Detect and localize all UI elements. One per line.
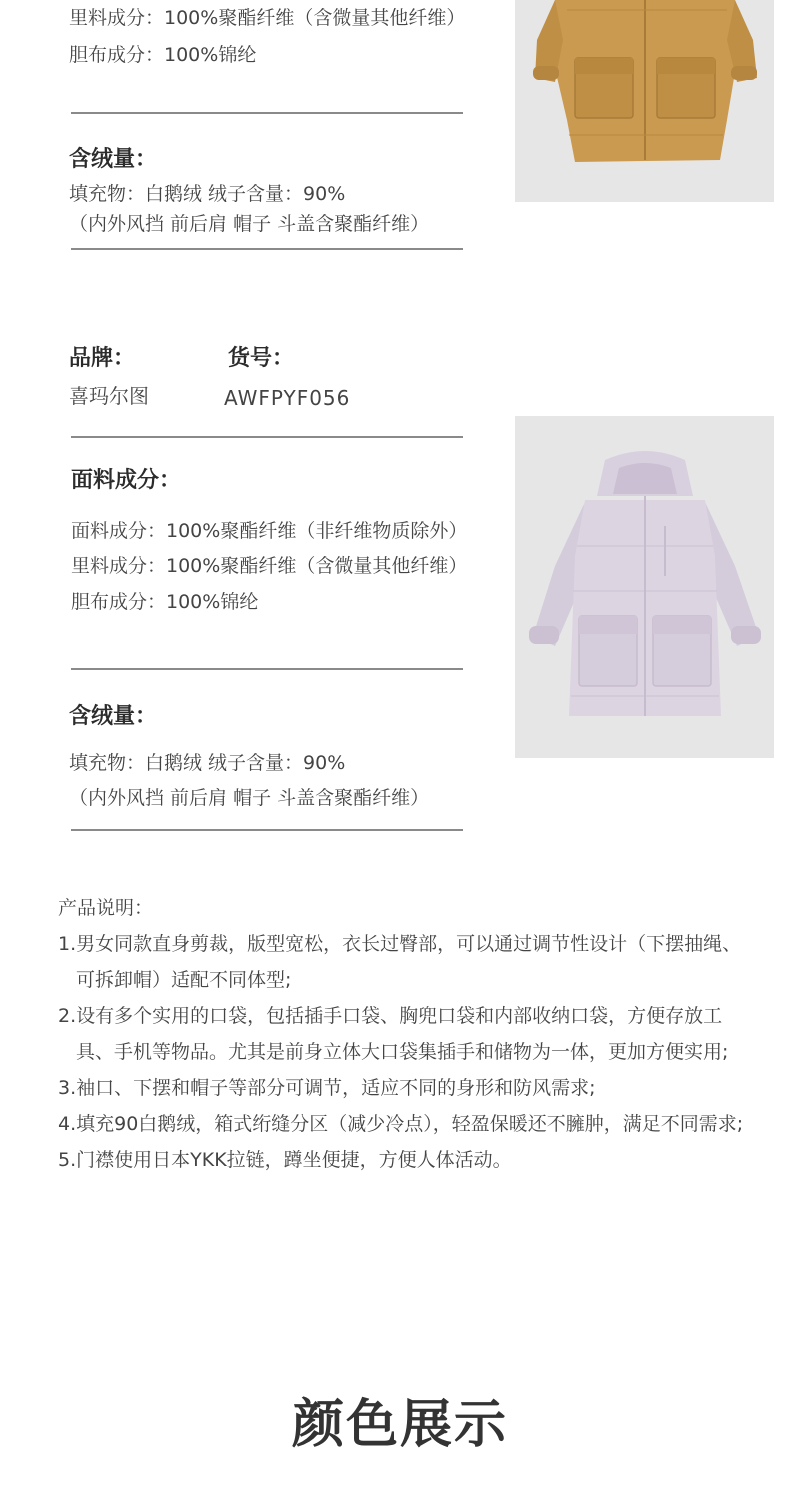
- khaki-jacket-image: [515, 0, 774, 202]
- description-heading: 产品说明：: [58, 897, 154, 919]
- sku-value: AWFPYF056: [224, 386, 351, 410]
- sku-heading: 货号：: [228, 346, 295, 371]
- fill-material: 填充物：白鹅绒 绒子含量：90%: [69, 752, 346, 774]
- divider: [71, 436, 463, 438]
- description-item: 4.填充90白鹅绒，箱式绗缝分区（减少冷点），轻盈保暖还不臃肿，满足不同需求;: [58, 1113, 744, 1135]
- color-showcase-title: 颜色展示: [291, 1394, 508, 1455]
- inner-fabric-composition: 胆布成分：100%锦纶: [71, 591, 259, 613]
- inner-fabric-composition: 胆布成分：100%锦纶: [69, 44, 257, 66]
- polyester-note: （内外风挡 前后肩 帽子 斗盖含聚酯纤维）: [69, 213, 430, 235]
- divider: [71, 112, 463, 114]
- lining-composition: 里料成分：100%聚酯纤维（含微量其他纤维）: [69, 7, 466, 29]
- down-content-heading: 含绒量：: [69, 147, 158, 172]
- divider: [71, 829, 463, 831]
- down-content-heading: 含绒量：: [69, 704, 158, 729]
- lavender-jacket-image: [515, 416, 774, 758]
- description-item: 3.袖口、下摆和帽子等部分可调节，适应不同的身形和防风需求;: [58, 1077, 596, 1099]
- description-item: 5.门襟使用日本YKK拉链，蹲坐便捷，方便人体活动。: [58, 1149, 512, 1171]
- polyester-note: （内外风挡 前后肩 帽子 斗盖含聚酯纤维）: [69, 787, 430, 809]
- description-item: 1.男女同款直身剪裁，版型宽松，衣长过臀部，可以通过调节性设计（下摆抽绳、可拆卸帽）适配不同体型;: [58, 933, 742, 991]
- product-photo-khaki: [515, 0, 774, 202]
- lining-composition: 里料成分：100%聚酯纤维（含微量其他纤维）: [71, 555, 468, 577]
- fabric-composition: 面料成分：100%聚酯纤维（非纤维物质除外）: [71, 520, 468, 542]
- divider: [71, 668, 463, 670]
- brand-value: 喜玛尔图: [69, 384, 149, 408]
- product-photo-lavender: [515, 416, 774, 758]
- divider: [71, 248, 463, 250]
- description-item: 2.设有多个实用的口袋，包括插手口袋、胸兜口袋和内部收纳口袋，方便存放工具、手机等物品。尤其是前身立体大口袋集插手和储物为一体，更加方便实用;: [58, 1005, 729, 1063]
- fabric-heading: 面料成分：: [71, 468, 182, 493]
- brand-heading: 品牌：: [69, 346, 136, 371]
- product-description: [58, 890, 758, 1178]
- fill-material: 填充物：白鹅绒 绒子含量：90%: [69, 183, 346, 205]
